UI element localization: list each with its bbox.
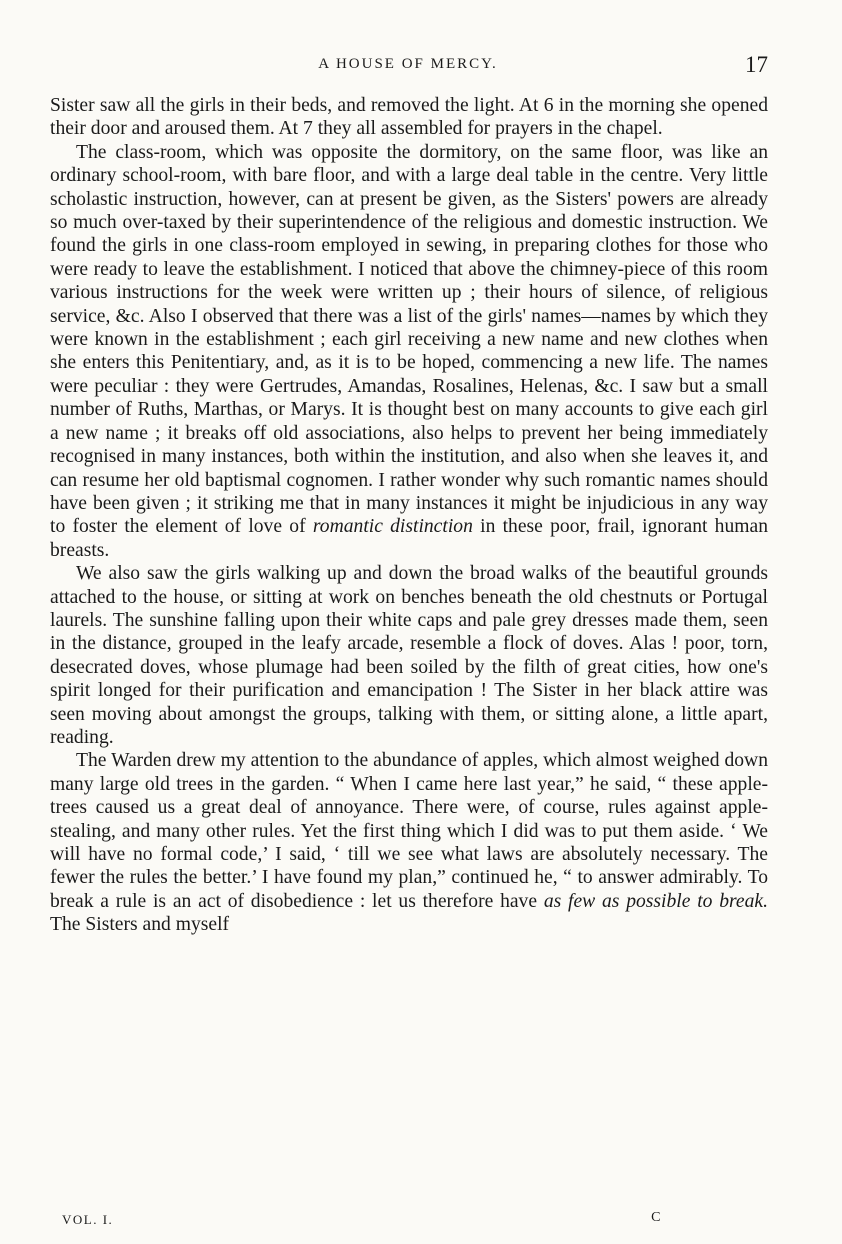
paragraph-2	[50, 141, 768, 562]
signature-mark: C	[651, 1210, 662, 1225]
italic-phrase-romantic-distinction: romantic distinction	[312, 516, 473, 538]
running-head	[48, 52, 768, 82]
paragraph-3: We also saw the girls walking up and down the broad walks of the beautiful grounds attached to the house, or sitting at work on benches beneath the old chestnuts or Portugal laurels. The sunshine falling upon their white caps and pale grey dresses made them, seen in the distance, grouped in the leafy arcade, resemble a flock of doves. Alas ! poor, torn, desecrated doves, whose plumage had been soiled by the filth of great cities, how one's spirit longed for their purification and emancipation ! The Sister in her black attire was seen moving about amongst the groups, talking with them, or sitting alone, a little apart, reading.	[50, 563, 768, 748]
body-text	[50, 94, 768, 937]
volume-label: VOL. I.	[62, 1212, 114, 1227]
page-number: 17	[745, 52, 768, 77]
paragraph-4	[50, 749, 768, 936]
paragraph-2-text: The class-room, which was opposite the dormitory, on the same floor, was like an ordinary school-room, with bare floor, and with a large deal table in the centre. Very little scholastic instruction, however, can at present be given, as the Sisters' powers are already so much over-taxed by their superintendence of the religious and domestic instruction. We found the girls in one class-room employed in sewing, in preparing clothes for those who were ready to leave the establishment. I noticed that above the chimney-piece of this room various instructions for the week were written up ; their hours of silence, of religious service, &c. Also I observed that there was a list of the girls' names—names by which they were known in the establishment ; each girl receiving a new name and new clothes when she enters this Penitentiary, and, as it is to be hoped, commencing a new life. The names were peculiar : they were Gertrudes, Amandas, Rosalines, Helenas, &c. I saw but a small number of Ruths, Marthas, or Marys. It is thought best on many accounts to give each girl a new name ; it breaks off old associations, also helps to prevent her being immediately recognised in many instances, both within the institution, and also when she leaves it, and can resume her old baptismal cognomen. I rather wonder why such romantic names should have been given ; it striking me that in many instances it might be injudicious in any way to foster the element of love of	[50, 141, 768, 538]
paragraph-1: Sister saw all the girls in their beds, and removed the light. At 6 in the morning she opened their door and aroused them. At 7 they all assembled for prayers in the chapel.	[50, 95, 768, 140]
page-footer	[62, 1208, 662, 1232]
running-title: A HOUSE OF MERCY.	[318, 56, 498, 72]
paragraph-4-ending: The Sisters and myself	[50, 914, 230, 936]
italic-phrase-as-few-as-possible: as few as possible to break.	[543, 890, 768, 912]
paragraph-2-ending: in these poor, frail, ignorant human breasts.	[50, 516, 769, 561]
paragraph-4-text: The Warden drew my attention to the abundance of apples, which almost weighed down many large old trees in the garden. “ When I came here last year,” he said, “ these apple-trees caused us a great deal of annoyance. There were, of course, rules against apple-stealing, and many other rules. Yet the first thing which I did was to put them aside. ‘ We will have no formal code,’ I said, ‘ till we see what laws are absolutely necessary. The fewer the rules the better.’ I have found my plan,” continued he, “ to answer admirably. To break a rule is an act of disobedience : let us therefore have	[50, 750, 768, 912]
